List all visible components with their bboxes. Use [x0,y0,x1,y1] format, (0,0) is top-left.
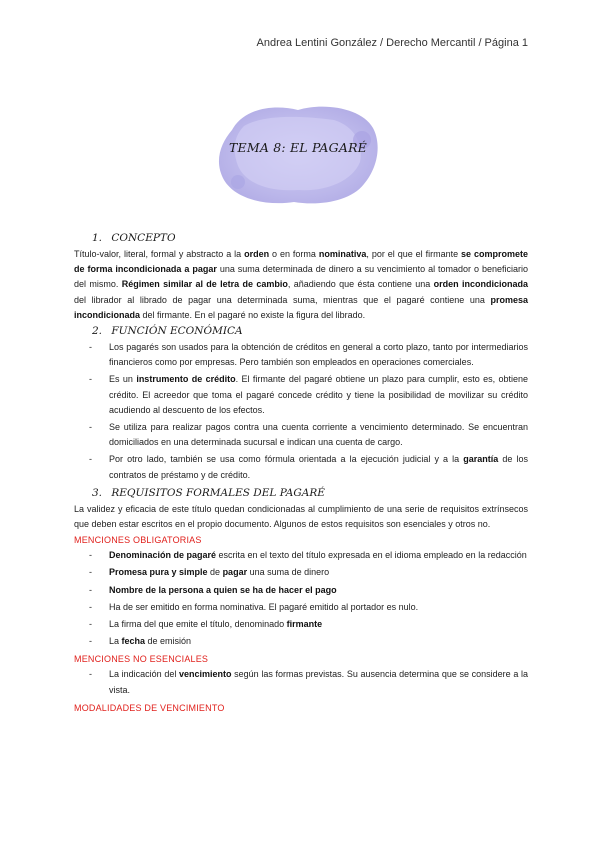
document-title: TEMA 8: EL PAGARÉ [228,140,368,155]
list-item: - La indicación del vencimiento según las formas previstas. Su ausencia determina que se considere a la vista. [89,669,528,695]
menciones-obligatorias-heading: MENCIONES OBLIGATORIAS [74,535,202,546]
section-heading-concepto: 1. CONCEPTO [92,232,176,244]
document-body [74,230,528,716]
list-item: - Promesa pura y simple de pagar una suma de dinero [89,567,330,578]
list-item: - Por otro lado, también se usa como fórmula orientada a la ejecución judicial y a la garantía de los contratos de préstamo y de crédito. [89,454,528,480]
funcion-list [74,340,528,483]
list-item: - La fecha de emisión [89,636,192,647]
list-item: - La firma del que emite el título, denominado firmante [89,619,323,630]
list-item: - Ha de ser emitido en forma nominativa. El pagaré emitido al portador es nulo. [89,601,419,612]
list-item: - Los pagarés son usados para la obtención de créditos en general a corto plazo, tanto por intermediarios financieros como por empresas. Pero también son empleados en operaciones comerciales. [89,342,528,368]
requisitos-intro: La validez y eficacia de este título quedan condicionadas al cumplimiento de una serie de requisitos extrínsecos que deben estar escritos en el propio documento. Algunos de estos requisitos son esenciales y otros no. [74,503,528,530]
concepto-paragraph: Título-valor, literal, formal y abstracto a la orden o en forma nominativa, por el que el firmante se compromete de forma incondicionada a pagar una suma determinada de dinero a su vencimiento al tomador o beneficiario del mismo. Régimen similar al de letra de cambio, añadiendo que ésta contiene una orden incondicionada del librador al librado de pagar una determinada suma, mientras que el pagaré contiene una promesa incondicionada del firmante. En el pagaré no existe la figura del librado. [74,249,529,320]
page-header: Andrea Lentini González / Derecho Mercantil / Página 1 [256,37,528,49]
modalidades-heading: MODALIDADES DE VENCIMIENTO [74,702,225,713]
obligatorias-list [74,548,528,649]
list-item: - Es un instrumento de crédito. El firmante del pagaré obtiene un plazo para cumplir, esto es, obtiene crédito. El acreedor que toma el pagaré concede crédito y tiene la posibilidad de movilizar su crédito acudiendo al descuento de los efectos. [89,374,529,415]
menciones-no-esenciales-heading: MENCIONES NO ESENCIALES [74,654,209,665]
list-item: - Denominación de pagaré escrita en el texto del título expresada en el idioma empleado en la redacción [89,550,527,561]
section-heading-requisitos: 3. REQUISITOS FORMALES DEL PAGARÉ [92,486,325,499]
list-item: - Se utiliza para realizar pagos contra una cuenta corriente a vencimiento determinado. Se encuentran domiciliados en una determinada sucursal e indican una cuenta de cargo. [89,422,528,448]
list-item: - Nombre de la persona a quien se ha de hacer el pago [89,584,337,595]
no-esenciales-list [74,667,528,697]
section-heading-funcion: 2. FUNCIÓN ECONÓMICA [92,325,243,338]
